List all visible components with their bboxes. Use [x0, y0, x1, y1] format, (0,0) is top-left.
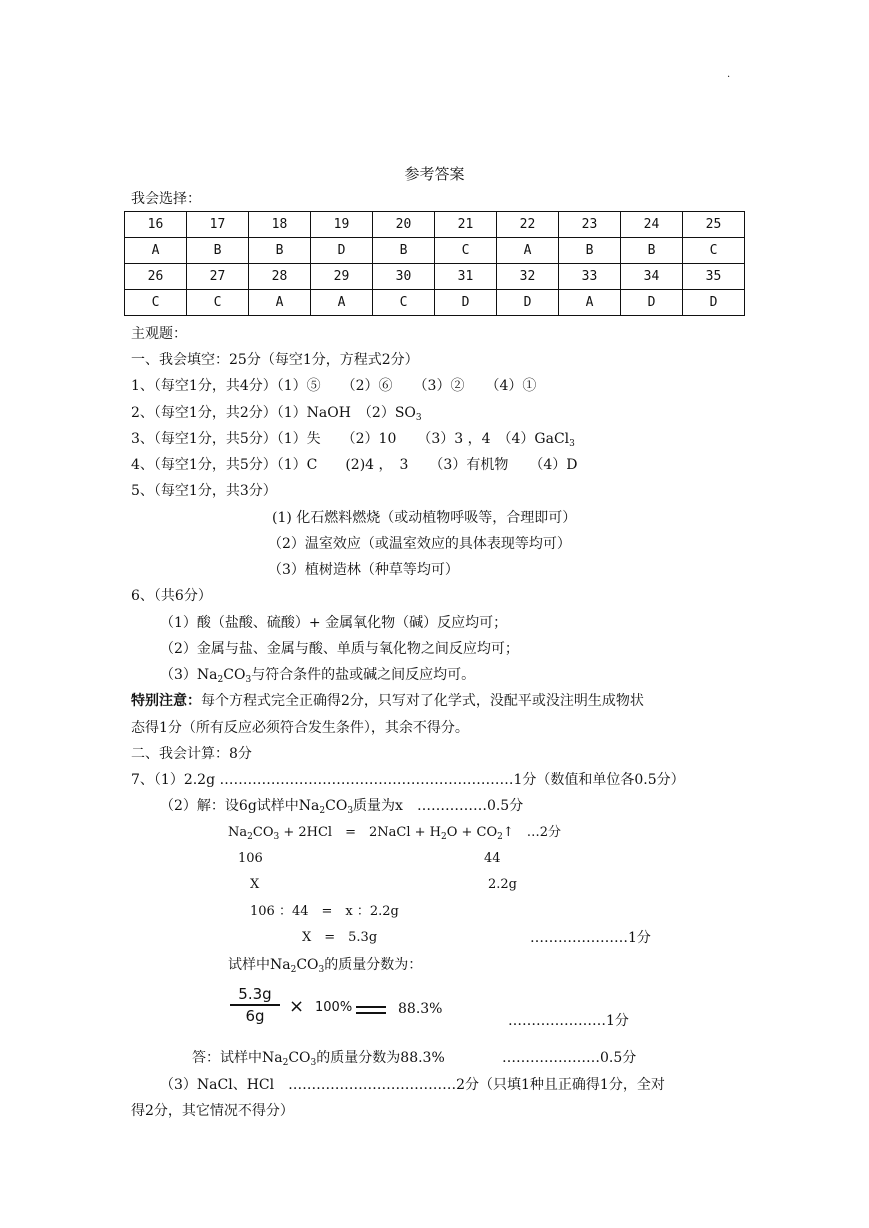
section1-heading: 一、我会填空：25分（每空1分，方程式2分） [131, 352, 419, 368]
q6-answer-2: （2）金属与盐、金属与酸、单质与氧化物之间反应均可； [160, 641, 519, 657]
question-number-cell: 35 [683, 264, 745, 290]
q7-part3-line1: （3）NaCl、HCl ………………………………2分（只填1种且正确得1分，全对 [160, 1077, 665, 1093]
molar-mass-right: 44 [484, 851, 501, 866]
answer-cell: A [125, 238, 187, 264]
q7-part1: 7、（1）2.2g ………………………………………………………1分（数值和单位各0.5分） [131, 772, 685, 788]
question-number-cell: 25 [683, 212, 745, 238]
answer-cell: D [497, 290, 559, 316]
mass-fraction [230, 985, 280, 1025]
hundred-percent: 100% [315, 1000, 353, 1015]
chemical-equation: $Na_2CO_3 + 2HCl$ = 2NaCl + $H_2O$ + $CO_2↑$ …2分 [228, 825, 562, 842]
question-number-cell: 21 [435, 212, 497, 238]
question-number-cell: 29 [311, 264, 373, 290]
special-note-line2: 态得1分（所有反应必须符合发生条件），其余不得分。 [131, 720, 469, 736]
fraction-result: 88.3% [398, 1001, 443, 1017]
answer-cell: C [125, 290, 187, 316]
q7-part3-line2: 得2分，其它情况不得分） [131, 1103, 294, 1119]
answer-cell: C [435, 238, 497, 264]
question-number-row [125, 212, 745, 238]
fraction-denominator: 6g [245, 1007, 265, 1025]
question-number-cell: 18 [249, 212, 311, 238]
question-number-cell: 23 [559, 212, 621, 238]
answer-cell: B [249, 238, 311, 264]
special-note-line1: 特别注意：每个方程式完全正确得2分，只写对了化学式，没配平或没注明生成物状 [131, 693, 644, 709]
q6-answer-1: （1）酸（盐酸、硫酸）+ 金属氧化物（碱）反应均可； [160, 615, 508, 631]
question-number-row [125, 264, 745, 290]
equals-bar-top [356, 1006, 386, 1008]
ratio-line: 106 ：44 = x ：2.2g [250, 904, 399, 919]
subjective-heading: 主观题： [131, 326, 187, 342]
corner-mark: . [727, 69, 731, 80]
fraction-numerator: 5.3g [238, 985, 272, 1003]
answer-line: 答：试样中$Na_2CO_3$的质量分数为88.3% [192, 1050, 445, 1068]
q5-answer-1: (1) 化石燃料燃烧（或动植物呼吸等，合理即可） [272, 510, 577, 526]
known-mass: 2.2g [488, 877, 517, 892]
section2-heading: 二、我会计算：8分 [131, 746, 252, 762]
q5-answer-3: （3）植树造林（种草等均可） [268, 562, 459, 578]
answer-cell: A [249, 290, 311, 316]
answer-points: …………………0.5分 [502, 1050, 637, 1066]
solve-line: X = 5.3g [302, 930, 378, 945]
answer-cell: D [435, 290, 497, 316]
q2-line: 2、（每空1分，共2分）（1）NaOH $(2)SO_3$ [131, 405, 422, 423]
unknown-x: X [250, 877, 260, 892]
answer-cell: C [187, 290, 249, 316]
answer-cell: B [559, 238, 621, 264]
q6-answer-3: $(3)Na_2CO_3$与符合条件的盐或碱之间反应均可。 [160, 667, 476, 685]
question-number-cell: 31 [435, 264, 497, 290]
fraction-points: …………………1分 [508, 1013, 629, 1029]
question-number-cell: 28 [249, 264, 311, 290]
question-number-cell: 24 [621, 212, 683, 238]
question-number-cell: 30 [373, 264, 435, 290]
question-number-cell: 26 [125, 264, 187, 290]
answer-cell: A [497, 238, 559, 264]
answer-row [125, 238, 745, 264]
q5-line: 5、（每空1分，共3分） [131, 483, 277, 499]
answer-row [125, 290, 745, 316]
answer-cell: D [621, 290, 683, 316]
question-number-cell: 16 [125, 212, 187, 238]
answer-cell: D [683, 290, 745, 316]
question-number-cell: 22 [497, 212, 559, 238]
q6-line: 6、（共6分） [131, 588, 212, 604]
question-number-cell: 20 [373, 212, 435, 238]
answer-cell: C [683, 238, 745, 264]
q4-line: 4、（每空1分，共5分）（1）C (2)4 ， 3 （3）有机物 （4）D [131, 457, 578, 473]
question-number-cell: 32 [497, 264, 559, 290]
answer-cell: B [621, 238, 683, 264]
q3-line: 3、（每空1分，共5分）（1）失 （2）10 （3）3 ，4 （4）GaCl$_3$ [131, 431, 575, 449]
question-number-cell: 17 [187, 212, 249, 238]
answer-table [124, 211, 745, 316]
page-title: 参考答案 [404, 165, 465, 183]
q5-answer-2: （2）温室效应（或温室效应的具体表现等均可） [268, 536, 571, 552]
answer-cell: A [559, 290, 621, 316]
times-sign: × [289, 996, 305, 1017]
answer-cell: B [373, 238, 435, 264]
equals-bar-bottom [356, 1012, 386, 1014]
molar-mass-left: 106 [238, 851, 263, 866]
answer-cell: D [311, 238, 373, 264]
q1-line: 1、（每空1分，共4分）（1）⑤ （2）⑥ （3）② （4）① [131, 378, 537, 394]
answer-cell: C [373, 290, 435, 316]
q7-part2: （2）解：设6g试样中$Na_2CO_3$质量为x ……………0.5分 [160, 798, 524, 816]
fraction-label: 试样中$Na_2CO_3$的质量分数为： [228, 957, 423, 975]
question-number-cell: 34 [621, 264, 683, 290]
choice-heading: 我会选择： [131, 191, 201, 207]
answer-cell: B [187, 238, 249, 264]
fraction-bar [230, 1004, 280, 1006]
special-note-label: 特别注意： [131, 693, 201, 709]
question-number-cell: 27 [187, 264, 249, 290]
solve-points: …………………1分 [530, 930, 651, 946]
question-number-cell: 19 [311, 212, 373, 238]
answer-cell: A [311, 290, 373, 316]
question-number-cell: 33 [559, 264, 621, 290]
